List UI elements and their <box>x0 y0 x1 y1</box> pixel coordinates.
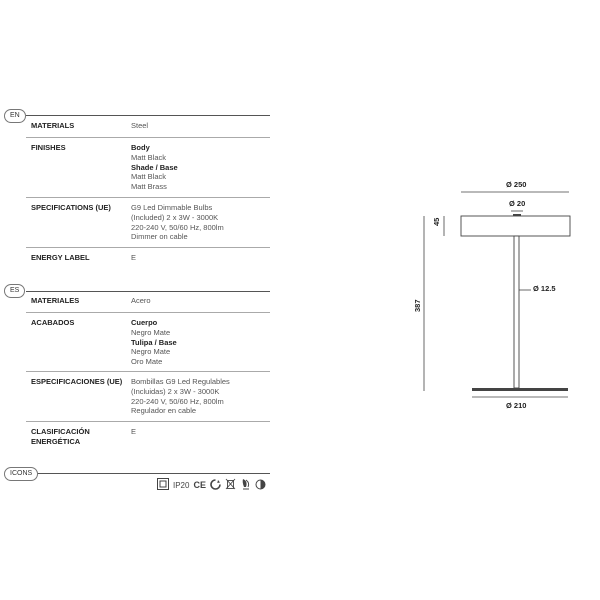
shade-height-label: 45 <box>432 217 441 226</box>
es-acabados-line: Negro Mate <box>131 327 171 337</box>
en-specifications-value <box>131 203 224 242</box>
es-especificaciones-label: ESPECIFICACIONES (UE) <box>31 377 123 386</box>
es-spec-line: 220-240 V, 50/60 Hz, 800lm <box>131 396 224 406</box>
en-finishes-shade-heading: Shade / Base <box>131 162 178 172</box>
en-spec-line: 220-240 V, 50/60 Hz, 800lm <box>131 222 224 232</box>
lamp-stem <box>514 236 519 388</box>
en-spec-line: G9 Led Dimmable Bulbs <box>131 203 213 212</box>
en-materials-line: Steel <box>131 121 149 130</box>
class-ii-icon <box>157 478 169 492</box>
row-divider <box>26 247 270 248</box>
es-acabados-label: ACABADOS <box>31 318 75 327</box>
en-materials-value <box>131 121 148 131</box>
en-section-rule <box>26 115 270 116</box>
es-acabados-line: Oro Mate <box>131 357 163 367</box>
en-language-tag: EN <box>4 109 26 123</box>
dimmer-icon <box>255 479 266 492</box>
es-spec-line: Regulador en cable <box>131 406 197 416</box>
en-finishes-line: Matt Brass <box>131 182 167 192</box>
row-divider <box>26 371 270 372</box>
en-finishes-label: FINISHES <box>31 143 66 152</box>
es-section-rule <box>26 291 270 292</box>
en-spec-line: (Included) 2 x 3W - 3000K <box>131 212 219 222</box>
es-acabados-value <box>131 318 177 367</box>
lamp-shade <box>461 216 570 236</box>
es-clasificacion-value: E <box>131 427 137 436</box>
icons-section-rule <box>26 473 270 474</box>
top-cap-diameter-label: Ø 20 <box>509 199 526 208</box>
icons-section-tag: ICONS <box>4 467 38 481</box>
weee-bin-icon <box>225 478 236 492</box>
en-spec-line: Dimmer on cable <box>131 232 188 242</box>
es-spec-line: (Incluidas) 2 x 3W - 3000K <box>131 386 220 396</box>
es-acabados-body-heading: Cuerpo <box>131 318 158 327</box>
base-diameter-label: Ø 210 <box>506 401 527 410</box>
certification-icons <box>157 478 266 492</box>
dimmable-led-icon <box>240 478 251 492</box>
row-divider <box>26 137 270 138</box>
en-finishes-value <box>131 143 178 192</box>
en-energy-value: E <box>131 253 137 262</box>
lamp-technical-drawing <box>410 175 595 410</box>
lamp-base <box>472 388 568 391</box>
en-energy-label: ENERGY LABEL <box>31 253 90 262</box>
es-materiales-value: Acero <box>131 296 151 305</box>
lamp-top-cap <box>513 214 521 216</box>
es-clasificacion-label: CLASIFICACIÓN ENERGÉTICA <box>31 427 90 446</box>
es-spec-line: Bombillas G9 Led Regulables <box>131 377 230 386</box>
en-finishes-body-heading: Body <box>131 143 150 152</box>
en-finishes-line: Matt Black <box>131 172 167 182</box>
en-finishes-line: Matt Black <box>131 152 167 162</box>
es-acabados-shade-heading: Tulipa / Base <box>131 337 177 347</box>
ce-mark-icon: CE <box>193 480 206 490</box>
en-specifications-label: SPECIFICATIONS (UE) <box>31 203 111 212</box>
es-materiales-label: MATERIALES <box>31 296 80 305</box>
es-language-tag: ES <box>4 284 25 298</box>
en-materials-label: MATERIALS <box>31 121 75 130</box>
row-divider <box>26 312 270 313</box>
row-divider <box>26 421 270 422</box>
ip20-label: IP20 <box>173 480 190 490</box>
row-divider <box>26 197 270 198</box>
es-acabados-line: Negro Mate <box>131 347 171 357</box>
stem-diameter-label: Ø 12.5 <box>533 284 556 293</box>
shade-diameter-label: Ø 250 <box>506 180 527 189</box>
rohs-icon <box>210 479 221 492</box>
es-especificaciones-value <box>131 377 230 416</box>
total-height-label: 387 <box>413 299 422 312</box>
